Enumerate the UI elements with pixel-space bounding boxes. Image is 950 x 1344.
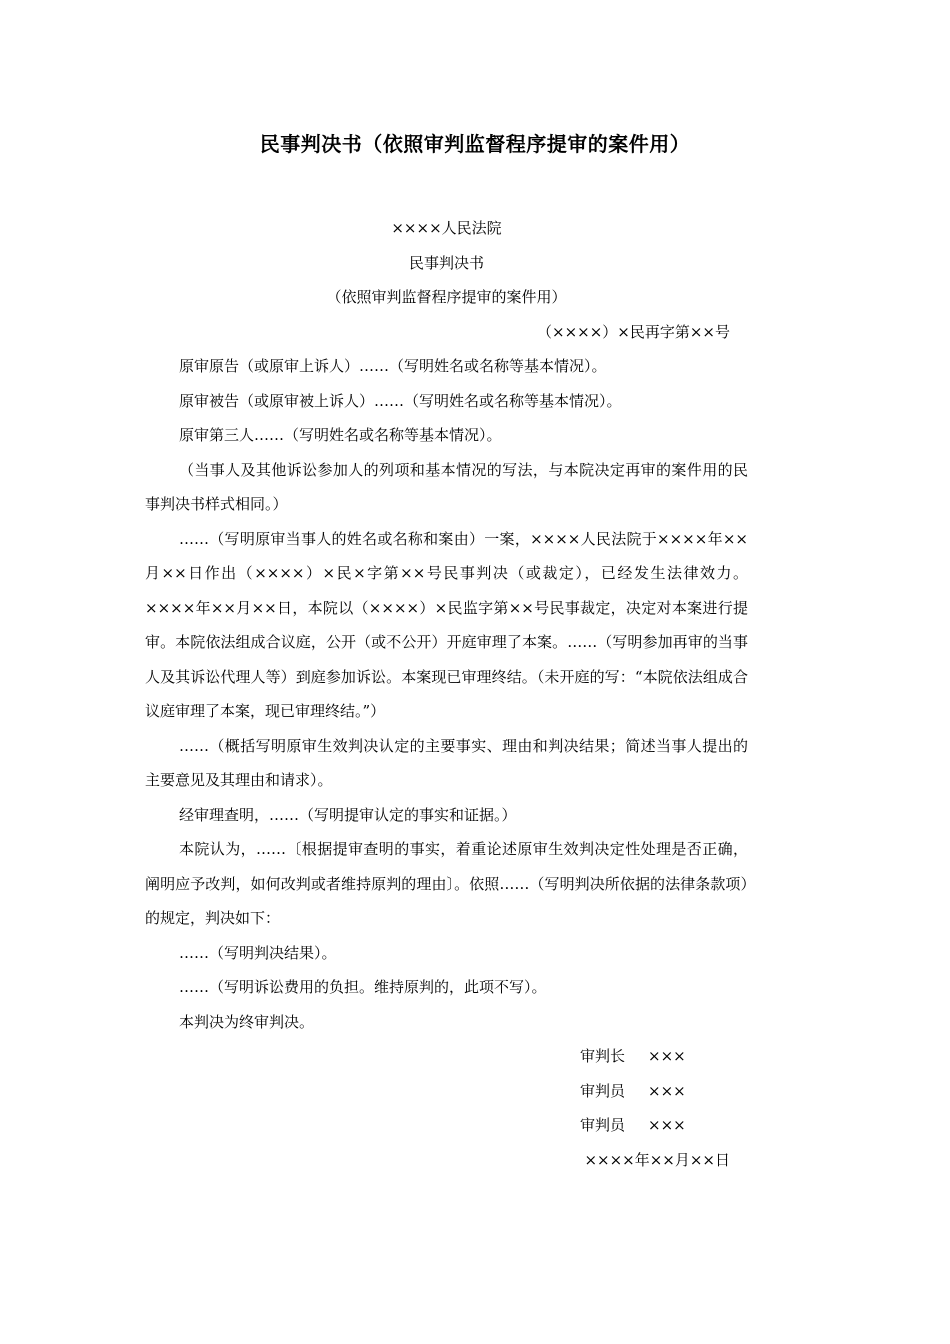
signature-line xyxy=(145,1108,748,1143)
court-name: ××××人民法院 xyxy=(391,219,502,237)
paragraph-original-defendant: 原审被告（或原审被上诉人）……（写明姓名或名称等基本情况）。 xyxy=(179,391,622,410)
signature-name: ××× xyxy=(648,1047,686,1065)
signature-role: 审判长 xyxy=(580,1047,626,1065)
paragraph-litigation-costs: ……（写明诉讼费用的负担。维持原判的，此项不写）。 xyxy=(179,978,547,996)
paragraph-original-judgment-summary: ……（概括写明原审生效判决认定的主要事实、理由和判决结果；简述当事人提出的主要意见及其理由和请求）。 xyxy=(145,736,748,789)
signature-name: ××× xyxy=(648,1081,686,1100)
signature-name: ××× xyxy=(648,1116,686,1134)
document-title: 民事判决书（依照审判监督程序提审的案件用） xyxy=(259,132,691,156)
paragraph-third-party: 原审第三人……（写明姓名或名称等基本情况）。 xyxy=(179,426,502,444)
document-body xyxy=(145,211,748,1177)
signature-line xyxy=(145,1074,748,1109)
judgment-date: ××××年××月××日 xyxy=(584,1150,730,1169)
signature-role: 审判员 xyxy=(580,1081,626,1100)
document-subtitle: （依照审判监督程序提审的案件用） xyxy=(326,288,567,306)
paragraph-court-reasoning: 本院认为，……〔根据提审查明的事实，着重论述原审生效判决定性处理是否正确，阐明应予改判，如何改判或者维持原判的理由〕。依照……（写明判决所依据的法律条款项）的规定，判决如下： xyxy=(145,840,748,927)
paragraph-facts-found: 经审理查明，……（写明提审认定的事实和证据。） xyxy=(179,805,517,824)
signature-line xyxy=(145,1039,748,1074)
case-number: （××××）×民再字第××号 xyxy=(537,322,730,341)
paragraph-parties-note: （当事人及其他诉讼参加人的列项和基本情况的写法，与本院决定再审的案件用的民事判决书样式相同。） xyxy=(145,460,748,513)
paragraph-final-judgment: 本判决为终审判决。 xyxy=(179,1012,315,1031)
paragraph-case-history: ……（写明原审当事人的姓名或名称和案由）一案，××××人民法院于××××年××月××日作出（××××）×民×字第××号民事判决（或裁定），已经发生法律效力。××××年××月××日，本院以（××××）×民监字第××号民事裁定，决定对本案进行提审。本院依法组成合议庭，公开（或不公开）开庭审理了本案。……（写明参加再审的当事人及其诉讼代理人等）到庭参加诉讼。本案现已审理终结。（未开庭的写：“本院依法组成合议庭审理了本案，现已审理终结。”） xyxy=(145,529,748,720)
paragraph-judgment-result: ……（写明判决结果）。 xyxy=(179,943,337,962)
signature-role: 审判员 xyxy=(580,1116,626,1134)
document-type: 民事判决书 xyxy=(408,253,484,272)
paragraph-original-plaintiff: 原审原告（或原审上诉人）……（写明姓名或名称等基本情况）。 xyxy=(179,357,607,375)
